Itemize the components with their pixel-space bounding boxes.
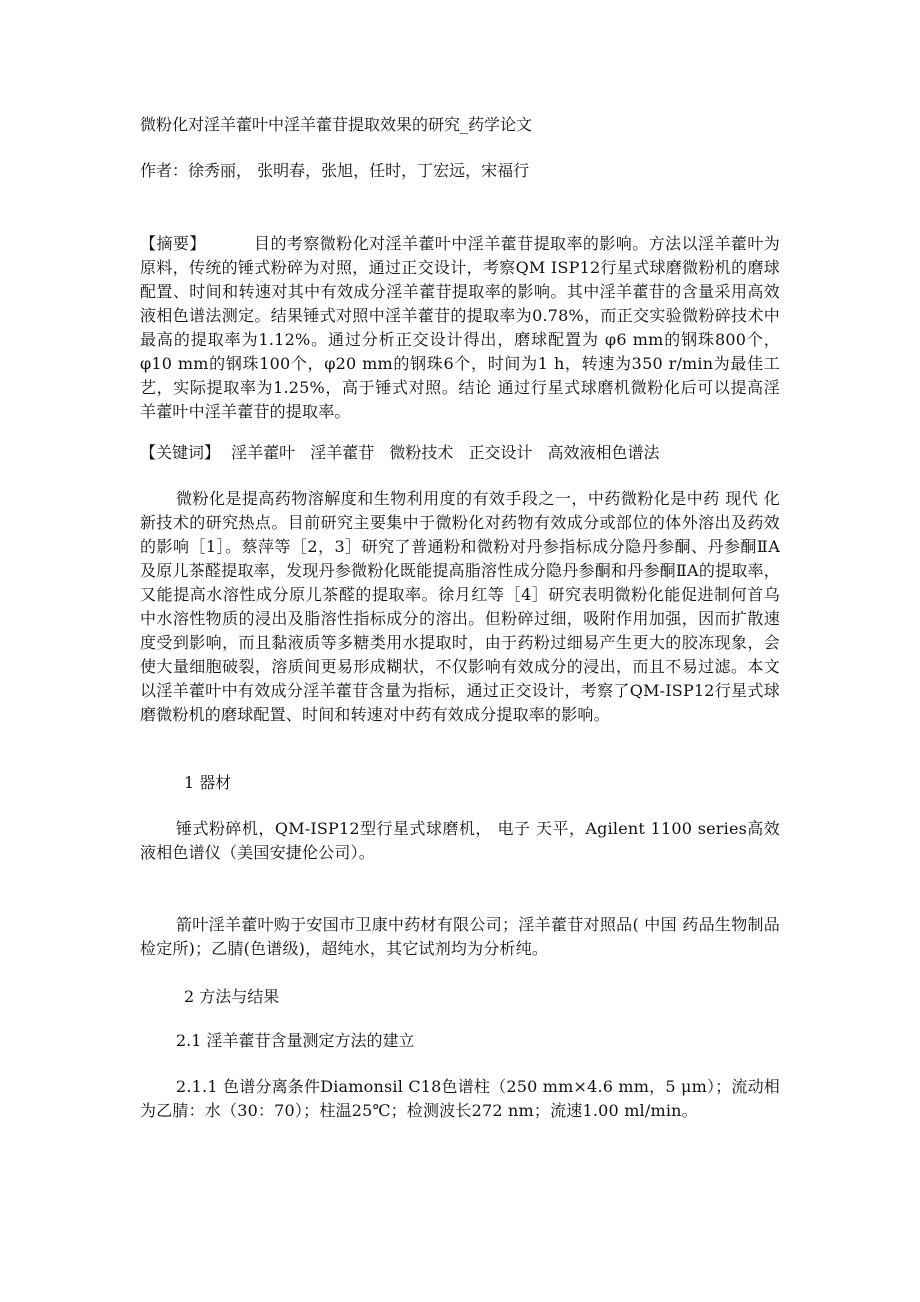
keyword-item: 微粉技术 <box>389 443 454 462</box>
keyword-item: 淫羊藿叶 <box>231 443 296 462</box>
keyword-item: 高效液相色谱法 <box>547 443 660 462</box>
keywords-section <box>140 442 780 464</box>
materials-paragraph: 箭叶淫羊藿叶购于安国市卫康中药材有限公司；淫羊藿苷对照品( 中国 药品生物制品检定所)；乙腈(色谱级)，超纯水，其它试剂均为分析纯。 <box>140 915 780 958</box>
page-title: 微粉化对淫羊藿叶中淫羊藿苷提取效果的研究_药学论文 <box>140 115 533 134</box>
intro-paragraph: 微粉化是提高药物溶解度和生物利用度的有效手段之一，中药微粉化是中药 现代 化新技术的研究热点。目前研究主要集中于微粉化对药物有效成分或部位的体外溶出及药效的影响［1］。蔡萍等［2，3］研究了普通粉和微粉对丹参指标成分隐丹参酮、丹参酮ⅡA及原儿茶醛提取率，发现丹参微粉化既能提高脂溶性成分隐丹参酮和丹参酮ⅡA的提取率，又能提高水溶性成分原儿茶醛的提取率。徐月红等［4］研究表明微粉化能促进制何首乌中水溶性物质的浸出及脂溶性指标成分的溶出。但粉碎过细，吸附作用加强，因而扩散速度受到影响，而且黏液质等多糖类用水提取时，由于药粉过细易产生更大的胶冻现象，会使大量细胞破裂，溶质间更易形成糊状，不仅影响有效成分的浸出，而且不易过滤。本文以淫羊藿叶中有效成分淫羊藿苷含量为指标，通过正交设计，考察了QM-ISP12行星式球磨微粉机的磨球配置、时间和转速对中药有效成分提取率的影响。 <box>140 489 780 724</box>
section-heading-methods: 2 方法与结果 <box>184 987 280 1006</box>
author-line: 作者：徐秀丽， 张明春，张旭，任时，丁宏远，宋福行 <box>140 161 530 180</box>
keyword-item: 淫羊藿苷 <box>310 443 375 462</box>
abstract-label: 【摘要】 <box>140 234 206 253</box>
keyword-item: 正交设计 <box>468 443 533 462</box>
abstract-text: 目的考察微粉化对淫羊藿叶中淫羊藿苷提取率的影响。方法以淫羊藿叶为原料，传统的锤式粉碎为对照，通过正交设计，考察QM ISP12行星式球磨微粉机的磨球配置、时间和转速对其中有效成分淫羊藿苷提取率的影响。其中淫羊藿苷的含量采用高效液相色谱法测定。结果锤式对照中淫羊藿苷的提取率为0.78%，而正交实验微粉碎技术中最高的提取率为1.12%。通过分析正交设计得出，磨球配置为 φ6 mm的钢珠800个，φ10 mm的钢珠100个，φ20 mm的钢珠6个，时间为1 h，转速为350 r/min为最佳工艺，实际提取率为1.25%，高于锤式对照。结论 通过行星式球磨机微粉化后可以提高淫羊藿叶中淫羊藿苷的提取率。 <box>140 234 780 421</box>
equipment-paragraph: 锤式粉碎机，QM-ISP12型行星式球磨机， 电子 天平，Agilent 1100 series高效液相色谱仪（美国安捷伦公司）。 <box>140 819 780 862</box>
keywords-label: 【关键词】 <box>140 443 221 462</box>
abstract-section <box>140 232 780 424</box>
subsection-heading-assay: 2.1 淫羊藿苷含量测定方法的建立 <box>176 1031 415 1050</box>
section-heading-equipment: 1 器材 <box>184 773 232 792</box>
chromatography-paragraph: 2.1.1 色谱分离条件Diamonsil C18色谱柱（250 mm×4.6 mm，5 μm）；流动相为乙腈：水（30：70）；柱温25℃；检测波长272 nm；流速1.00 ml/min。 <box>140 1077 781 1120</box>
